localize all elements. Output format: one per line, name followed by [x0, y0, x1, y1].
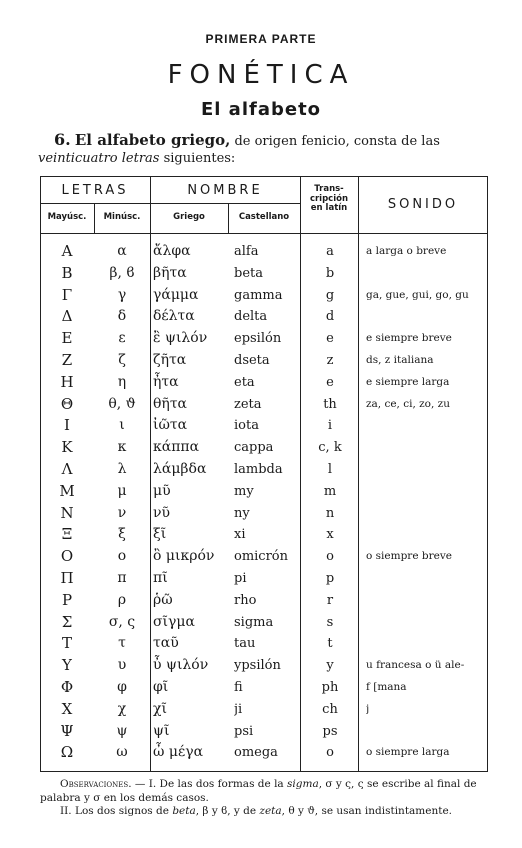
cell-castellano: eta — [234, 374, 255, 390]
table-row — [40, 437, 488, 459]
cell-castellano: beta — [234, 265, 263, 281]
intro-text-before: de origen fenicio, consta de las — [230, 134, 440, 149]
cell-minuscula: ρ — [117, 591, 127, 608]
cell-mayuscula: Θ — [60, 394, 74, 413]
cell-castellano: sigma — [234, 614, 274, 630]
cell-sonido: o siempre larga — [366, 746, 450, 759]
cell-sonido — [366, 437, 490, 459]
header-letras: LETRAS — [61, 183, 129, 198]
cell-sonido: f [mana — [366, 681, 407, 693]
table-row — [40, 655, 488, 677]
cell-minuscula: ψ — [116, 722, 128, 739]
cell-sonido: a larga o breve — [366, 245, 447, 257]
cell-sonido — [366, 306, 490, 328]
cell-mayuscula: Φ — [60, 678, 74, 696]
cell-mayuscula: Λ — [61, 460, 73, 478]
cell-griego: ὦ μέγα — [153, 744, 204, 761]
cell-transcripcion: t — [327, 636, 333, 652]
cell-minuscula: ξ — [118, 526, 126, 543]
header-castellano: Castellano — [238, 212, 290, 222]
cell-transcripcion: d — [325, 309, 335, 325]
header-sonido: SONIDO — [387, 197, 459, 212]
part-heading: PRIMERA PARTE — [205, 32, 317, 46]
cell-transcripcion: e — [326, 374, 334, 390]
cell-sonido: ds, z italiana — [366, 354, 434, 366]
cell-transcripcion: ps — [322, 723, 338, 739]
cell-castellano: ny — [234, 505, 250, 521]
cell-mayuscula: Ρ — [61, 590, 73, 609]
cell-sonido — [366, 568, 490, 590]
table-row — [40, 415, 488, 437]
observation-2 — [40, 805, 492, 819]
cell-sonido — [366, 263, 490, 285]
cell-mayuscula: Ν — [60, 503, 74, 522]
cell-castellano: cappa — [234, 440, 274, 456]
cell-mayuscula: Α — [61, 242, 73, 260]
cell-minuscula: τ — [118, 635, 126, 652]
cell-minuscula: η — [117, 373, 127, 390]
cell-griego: βῆτα — [153, 264, 187, 281]
cell-minuscula: υ — [117, 657, 127, 674]
table-row — [40, 328, 488, 350]
table-header-rule — [40, 233, 488, 234]
header-transcripcion-3: en latín — [310, 203, 348, 213]
table-row — [40, 459, 488, 481]
cell-griego: ζῆτα — [153, 352, 187, 368]
cell-castellano: fi — [234, 680, 243, 695]
cell-sonido: u francesa o ü ale- — [366, 659, 465, 672]
cell-mayuscula: Υ — [62, 656, 72, 675]
cell-transcripcion: s — [326, 614, 334, 630]
observation-1 — [40, 778, 492, 805]
cell-sonido: za, ce, ci, zo, zu — [366, 397, 450, 410]
cell-griego: ὂ μικρόν — [153, 548, 215, 565]
cell-mayuscula: Ψ — [60, 721, 74, 740]
observations — [40, 778, 492, 819]
cell-transcripcion: a — [326, 244, 334, 259]
observation-1-sigma: sigma — [287, 778, 319, 790]
table-row — [40, 372, 488, 394]
section-heading: El alfabeto griego, — [74, 131, 231, 149]
cell-minuscula: ν — [117, 504, 127, 521]
cell-castellano: ji — [234, 701, 243, 717]
cell-minuscula: β, ϐ — [109, 264, 135, 281]
cell-griego: ἄλφα — [153, 243, 191, 259]
cell-castellano: alfa — [234, 244, 259, 259]
cell-castellano: xi — [234, 527, 246, 543]
cell-transcripcion: y — [326, 658, 334, 674]
cell-mayuscula: Ε — [61, 329, 73, 348]
observation-2-text-a: II. Los dos signos de — [60, 805, 173, 817]
section-number: 6. — [54, 130, 71, 149]
cell-castellano: psi — [234, 723, 254, 739]
cell-mayuscula: Ω — [60, 743, 74, 762]
cell-transcripcion: o — [326, 549, 334, 565]
observation-1-text-b: , σ y ς, ς se escribe al final de palabra y σ en los demás casos. — [40, 778, 477, 804]
cell-griego: ταῦ — [153, 635, 179, 652]
table-row — [40, 546, 488, 568]
table-row — [40, 263, 488, 285]
cell-griego: ἰῶτα — [153, 417, 188, 434]
cell-mayuscula: Χ — [61, 699, 73, 718]
cell-castellano: pi — [234, 571, 247, 586]
intro-text-after: siguientes: — [159, 151, 236, 166]
table-row — [40, 524, 488, 546]
observation-2-text-c: , θ y ϑ, se usan indistintamente. — [281, 805, 453, 817]
observation-1-text-a: — I. De las dos formas de la — [131, 778, 288, 790]
cell-transcripcion: ph — [321, 680, 339, 695]
cell-griego: δέλτα — [153, 308, 195, 325]
cell-mayuscula: Β — [61, 263, 73, 282]
section-subtitle: El alfabeto — [200, 99, 322, 120]
cell-minuscula: γ — [117, 286, 127, 303]
cell-transcripcion: z — [326, 353, 334, 368]
cell-castellano: dseta — [234, 353, 270, 368]
cell-griego: γάμμα — [153, 286, 199, 303]
cell-transcripcion: m — [323, 483, 337, 499]
cell-sonido — [366, 524, 490, 546]
cell-mayuscula: Η — [60, 372, 74, 391]
header-griego: Griego — [173, 212, 205, 222]
cell-mayuscula: Μ — [59, 481, 75, 500]
observation-2-text-b: , β y ϐ, y de — [195, 805, 260, 817]
header-transcripcion-2: cripción — [309, 193, 349, 204]
cell-sonido: j — [366, 702, 370, 715]
cell-minuscula: κ — [117, 439, 127, 456]
cell-castellano: tau — [234, 636, 256, 652]
cell-minuscula: μ — [117, 482, 127, 499]
cell-minuscula: α — [117, 243, 127, 259]
cell-castellano: iota — [234, 418, 259, 434]
cell-mayuscula: Ξ — [61, 525, 73, 544]
cell-mayuscula: Ο — [60, 547, 74, 566]
cell-mayuscula: Ζ — [61, 351, 73, 369]
cell-mayuscula: Γ — [61, 285, 73, 304]
cell-minuscula: ι — [119, 417, 125, 434]
cell-sonido — [366, 459, 490, 481]
table-row — [40, 590, 488, 612]
header-transcripcion — [300, 185, 358, 214]
cell-griego: μῦ — [153, 482, 171, 499]
table-row — [40, 394, 488, 416]
cell-griego: χῖ — [153, 700, 167, 717]
cell-transcripcion: n — [325, 505, 335, 521]
cell-sonido: e siempre larga — [366, 375, 450, 388]
table-row — [40, 241, 488, 263]
table-row — [40, 503, 488, 525]
table-row — [40, 742, 488, 764]
cell-minuscula: ω — [116, 744, 128, 761]
cell-transcripcion: th — [323, 396, 337, 412]
cell-griego: κάππα — [153, 439, 200, 456]
cell-griego: ἦτα — [153, 373, 179, 390]
cell-mayuscula: Ι — [64, 416, 70, 435]
cell-mayuscula: Π — [60, 569, 74, 587]
cell-mayuscula: Δ — [61, 307, 73, 326]
cell-sonido — [366, 590, 490, 612]
cell-minuscula: χ — [117, 700, 127, 717]
observations-label: Observaciones. — [60, 778, 132, 790]
cell-castellano: zeta — [234, 396, 262, 412]
header-mayusc: Mayúsc. — [47, 212, 87, 222]
cell-griego: νῦ — [153, 504, 171, 521]
cell-griego: θῆτα — [153, 395, 188, 412]
cell-mayuscula: Σ — [61, 612, 73, 631]
cell-minuscula: δ — [117, 308, 127, 325]
cell-sonido — [366, 612, 490, 634]
table-row — [40, 677, 488, 699]
cell-castellano: omicrón — [234, 549, 289, 565]
cell-castellano: delta — [234, 309, 268, 325]
cell-sonido: o siempre breve — [366, 550, 452, 563]
cell-sonido — [366, 633, 490, 655]
header-nombre: NOMBRE — [187, 183, 263, 198]
table-row — [40, 699, 488, 721]
observation-2-beta: beta — [172, 805, 196, 817]
table-row — [40, 350, 488, 372]
cell-minuscula: ο — [117, 548, 127, 565]
cell-griego: ψῖ — [153, 722, 170, 739]
cell-castellano: omega — [234, 745, 278, 761]
cell-minuscula: σ, ς — [108, 613, 136, 630]
cell-transcripcion: b — [325, 265, 335, 281]
cell-sonido: e siempre breve — [366, 332, 452, 345]
cell-griego: φῖ — [153, 679, 169, 695]
cell-sonido — [366, 721, 490, 743]
cell-transcripcion: g — [325, 287, 335, 303]
cell-griego: ξῖ — [153, 526, 167, 543]
observation-2-zeta: zeta — [259, 805, 282, 817]
table-row — [40, 633, 488, 655]
cell-sonido — [366, 481, 490, 503]
cell-griego: πῖ — [153, 570, 168, 586]
cell-minuscula: ε — [118, 330, 126, 347]
table-row — [40, 612, 488, 634]
cell-griego: λάμβδα — [153, 461, 207, 477]
cell-griego: ἒ ψιλόν — [153, 330, 208, 347]
cell-sonido — [366, 415, 490, 437]
cell-transcripcion: p — [325, 571, 335, 586]
cell-castellano: rho — [234, 592, 257, 608]
table-subheader-rule — [40, 203, 300, 204]
table-row — [40, 721, 488, 743]
alphabet-table — [40, 176, 488, 772]
table-row — [40, 306, 488, 328]
table-row — [40, 568, 488, 590]
cell-minuscula: λ — [117, 461, 127, 477]
cell-transcripcion: r — [326, 592, 334, 608]
cell-griego: ῥῶ — [153, 591, 173, 608]
cell-transcripcion: l — [327, 462, 333, 477]
header-transcripcion-1: Trans- — [314, 184, 344, 194]
cell-minuscula: φ — [117, 679, 127, 695]
cell-castellano: lambda — [234, 462, 283, 477]
cell-minuscula: θ, ϑ — [108, 395, 136, 412]
cell-griego: ὖ ψιλόν — [153, 657, 209, 674]
cell-minuscula: π — [117, 570, 127, 586]
intro-italic: veinticuatro letras — [38, 151, 160, 166]
table-row — [40, 285, 488, 307]
cell-mayuscula: Κ — [61, 438, 73, 457]
cell-transcripcion: o — [326, 745, 334, 761]
cell-castellano: epsilón — [234, 331, 282, 347]
cell-transcripcion: ch — [322, 701, 338, 717]
cell-castellano: ypsilón — [234, 658, 281, 674]
cell-transcripcion: i — [327, 418, 333, 434]
table-row — [40, 481, 488, 503]
cell-mayuscula: Τ — [61, 634, 72, 653]
page-title: FONÉTICA — [167, 60, 355, 90]
cell-transcripcion: e — [326, 331, 334, 347]
cell-sonido: ga, gue, gui, go, gu — [366, 288, 469, 301]
cell-minuscula: ζ — [118, 352, 126, 368]
cell-transcripcion: c, k — [318, 440, 342, 456]
intro-paragraph — [38, 131, 488, 167]
cell-sonido — [366, 503, 490, 525]
cell-transcripcion: x — [326, 527, 334, 543]
cell-castellano: my — [234, 483, 254, 499]
cell-griego: σῖγμα — [153, 613, 195, 630]
cell-castellano: gamma — [234, 287, 283, 303]
header-minusc: Minúsc. — [103, 212, 141, 222]
